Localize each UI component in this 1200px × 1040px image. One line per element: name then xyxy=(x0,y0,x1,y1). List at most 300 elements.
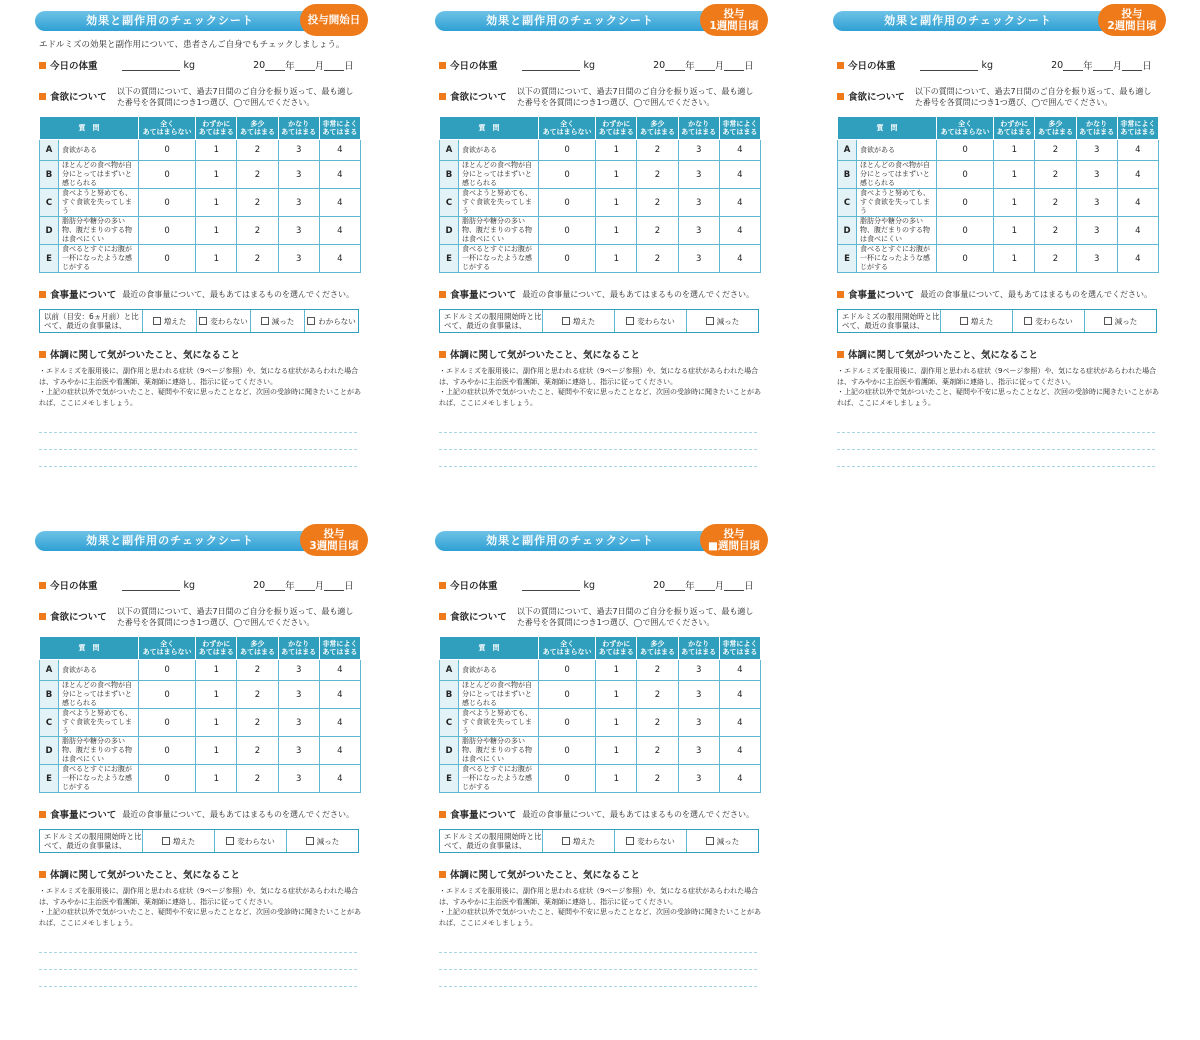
score-option[interactable]: 0 xyxy=(937,140,994,161)
year-field[interactable] xyxy=(1063,60,1083,71)
checkbox-icon[interactable] xyxy=(1104,317,1112,325)
appetite-section xyxy=(39,606,365,628)
food-option-label: 増えた xyxy=(970,316,994,326)
year-prefix: 20 xyxy=(1051,59,1064,71)
score-option[interactable]: 0 xyxy=(139,189,196,217)
score-option[interactable]: 2 xyxy=(237,245,278,273)
question-text: 食欲がある xyxy=(459,140,539,161)
bullet-square-icon xyxy=(439,62,446,69)
table-header: 質 問 xyxy=(40,117,139,140)
score-option[interactable]: 0 xyxy=(139,737,196,765)
question-text: 食べようと努めても、すぐ食欲を失ってしまう xyxy=(459,709,539,737)
score-option[interactable]: 2 xyxy=(637,709,678,737)
checkbox-icon[interactable] xyxy=(1024,317,1032,325)
score-option[interactable]: 2 xyxy=(237,737,278,765)
score-option[interactable]: 1 xyxy=(596,161,637,189)
period-badge: 投与開始日 xyxy=(300,4,368,36)
score-option[interactable]: 3 xyxy=(678,765,719,793)
food-section xyxy=(837,287,1163,301)
score-option[interactable]: 2 xyxy=(1035,189,1076,217)
checkbox-icon[interactable] xyxy=(626,317,634,325)
check-sheet xyxy=(833,8,1163,467)
score-option[interactable]: 2 xyxy=(637,245,678,273)
memo-line[interactable] xyxy=(439,433,757,450)
score-option[interactable]: 0 xyxy=(539,140,596,161)
score-option[interactable]: 3 xyxy=(278,765,319,793)
notes xyxy=(439,366,761,408)
food-option[interactable] xyxy=(143,830,215,852)
score-option[interactable]: 3 xyxy=(278,709,319,737)
checkbox-icon[interactable] xyxy=(307,317,315,325)
year-field[interactable] xyxy=(265,60,285,71)
score-option[interactable]: 4 xyxy=(319,140,360,161)
score-option[interactable]: 3 xyxy=(1076,140,1117,161)
day-label: 日 xyxy=(744,61,754,72)
score-option[interactable]: 1 xyxy=(196,189,237,217)
score-option[interactable]: 4 xyxy=(1117,140,1158,161)
score-option[interactable]: 2 xyxy=(1035,140,1076,161)
score-option[interactable]: 4 xyxy=(719,189,760,217)
day-field[interactable] xyxy=(724,580,744,591)
score-option[interactable]: 0 xyxy=(139,140,196,161)
score-option[interactable]: 2 xyxy=(237,217,278,245)
score-option[interactable]: 4 xyxy=(1117,245,1158,273)
score-option[interactable]: 1 xyxy=(196,140,237,161)
question-id: D xyxy=(440,737,459,765)
intro-text xyxy=(837,38,1163,50)
score-option[interactable]: 2 xyxy=(637,765,678,793)
score-option[interactable]: 1 xyxy=(994,189,1035,217)
score-option[interactable]: 2 xyxy=(637,161,678,189)
score-option[interactable]: 1 xyxy=(196,709,237,737)
checkbox-icon[interactable] xyxy=(162,837,170,845)
memo-line[interactable] xyxy=(837,450,1155,467)
food-option[interactable] xyxy=(143,310,197,332)
food-option[interactable] xyxy=(1085,310,1156,332)
food-amount-box xyxy=(39,829,359,853)
food-option-label: 増えた xyxy=(172,836,196,846)
memo-line[interactable] xyxy=(439,416,757,433)
table-header: かなり あてはまる xyxy=(1076,117,1117,140)
score-option[interactable]: 1 xyxy=(196,245,237,273)
table-header: 多少 あてはまる xyxy=(237,637,278,660)
score-option[interactable]: 4 xyxy=(319,161,360,189)
condition-title: 体調に関して気がついたこと、気になること xyxy=(848,350,1039,361)
score-option[interactable]: 1 xyxy=(596,737,637,765)
score-option[interactable]: 4 xyxy=(719,245,760,273)
food-option-label: 変わらない xyxy=(1035,316,1073,326)
month-field[interactable] xyxy=(295,60,315,71)
score-option[interactable]: 2 xyxy=(637,217,678,245)
score-option[interactable]: 3 xyxy=(278,245,319,273)
question-text: 食べるとすぐにお腹が一杯になったような感じがする xyxy=(459,765,539,793)
table-row xyxy=(440,140,761,161)
question-id: A xyxy=(40,140,59,161)
score-option[interactable]: 1 xyxy=(994,161,1035,189)
table-header: わずかに あてはまる xyxy=(196,637,237,660)
checkbox-icon[interactable] xyxy=(562,317,570,325)
food-option[interactable] xyxy=(543,830,615,852)
memo-line[interactable] xyxy=(39,433,357,450)
score-option[interactable]: 3 xyxy=(1076,245,1117,273)
score-option[interactable]: 3 xyxy=(678,140,719,161)
score-option[interactable]: 4 xyxy=(319,709,360,737)
score-option[interactable]: 3 xyxy=(678,737,719,765)
food-amount-box xyxy=(39,309,359,333)
weight-label: 今日の体重 xyxy=(50,581,98,592)
score-option[interactable]: 1 xyxy=(596,245,637,273)
score-option[interactable]: 3 xyxy=(678,189,719,217)
checkbox-icon[interactable] xyxy=(261,317,269,325)
memo-line[interactable] xyxy=(39,953,357,970)
year-field[interactable] xyxy=(665,580,685,591)
score-option[interactable]: 0 xyxy=(937,245,994,273)
score-option[interactable]: 3 xyxy=(278,161,319,189)
table-header: 多少 あてはまる xyxy=(637,117,678,140)
score-option[interactable]: 2 xyxy=(1035,217,1076,245)
score-option[interactable]: 4 xyxy=(719,660,760,681)
score-option[interactable]: 4 xyxy=(719,709,760,737)
score-option[interactable]: 0 xyxy=(539,189,596,217)
memo-line[interactable] xyxy=(439,970,757,987)
score-option[interactable]: 4 xyxy=(319,189,360,217)
table-header: 多少 あてはまる xyxy=(237,117,278,140)
memo-line[interactable] xyxy=(837,416,1155,433)
intro-text: エドルミズの効果と副作用について、患者さんご自身でもチェックしましょう。 xyxy=(39,40,345,50)
score-option[interactable]: 1 xyxy=(596,709,637,737)
food-description: 最近の食事量について、最もあてはまるものを選んでください。 xyxy=(122,809,354,819)
table-header: 全く あてはまらない xyxy=(139,637,196,660)
score-option[interactable]: 2 xyxy=(237,681,278,709)
score-option[interactable]: 3 xyxy=(1076,217,1117,245)
table-row xyxy=(838,245,1159,273)
score-option[interactable]: 4 xyxy=(319,681,360,709)
bullet-square-icon xyxy=(39,811,46,818)
score-option[interactable]: 4 xyxy=(319,245,360,273)
score-option[interactable]: 1 xyxy=(596,189,637,217)
checkbox-icon[interactable] xyxy=(153,317,161,325)
score-option[interactable]: 4 xyxy=(719,737,760,765)
score-option[interactable]: 1 xyxy=(596,217,637,245)
score-option[interactable]: 4 xyxy=(719,765,760,793)
weight-field[interactable] xyxy=(122,60,180,71)
score-option[interactable]: 2 xyxy=(237,140,278,161)
score-option[interactable]: 2 xyxy=(237,660,278,681)
food-amount-box xyxy=(439,829,759,853)
food-amount-box xyxy=(837,309,1157,333)
score-option[interactable]: 0 xyxy=(937,217,994,245)
appetite-section xyxy=(39,86,365,108)
table-header: わずかに あてはまる xyxy=(596,117,637,140)
table-row xyxy=(40,189,361,217)
question-text: 食欲がある xyxy=(59,660,139,681)
table-row xyxy=(838,161,1159,189)
score-option[interactable]: 0 xyxy=(539,217,596,245)
score-option[interactable]: 2 xyxy=(637,660,678,681)
checkbox-icon[interactable] xyxy=(226,837,234,845)
food-option[interactable] xyxy=(687,830,758,852)
score-option[interactable]: 3 xyxy=(678,245,719,273)
score-option[interactable]: 3 xyxy=(278,189,319,217)
question-id: D xyxy=(440,217,459,245)
memo-line[interactable] xyxy=(39,416,357,433)
year-prefix: 20 xyxy=(653,579,666,591)
score-option[interactable]: 0 xyxy=(139,245,196,273)
check-sheet xyxy=(35,528,365,987)
bullet-square-icon xyxy=(39,351,46,358)
score-option[interactable]: 4 xyxy=(319,660,360,681)
table-row xyxy=(440,737,761,765)
food-option-label: 減った xyxy=(316,836,340,846)
note-item: ・エドルミズを服用後に、副作用と思われる症状（9ページ参照）や、気になる症状があらわれた場合は、すみやかに主治医や看護師、薬剤師に連絡し、指示に従ってください。 xyxy=(837,367,1157,386)
condition-title: 体調に関して気がついたこと、気になること xyxy=(450,350,641,361)
condition-section xyxy=(39,347,365,361)
food-description: 最近の食事量について、最もあてはまるものを選んでください。 xyxy=(522,289,754,299)
score-option[interactable]: 4 xyxy=(719,161,760,189)
memo-line[interactable] xyxy=(837,433,1155,450)
table-header: 全く あてはまらない xyxy=(539,117,596,140)
score-option[interactable]: 1 xyxy=(196,161,237,189)
question-text: 食べるとすぐにお腹が一杯になったような感じがする xyxy=(857,245,937,273)
score-option[interactable]: 1 xyxy=(596,765,637,793)
memo-line[interactable] xyxy=(439,450,757,467)
score-option[interactable]: 2 xyxy=(1035,161,1076,189)
weight-row xyxy=(39,58,365,72)
score-option[interactable]: 4 xyxy=(1117,161,1158,189)
score-option[interactable]: 0 xyxy=(539,245,596,273)
question-id: E xyxy=(440,765,459,793)
month-field[interactable] xyxy=(1093,60,1113,71)
bullet-square-icon xyxy=(439,351,446,358)
appetite-title: 食欲について xyxy=(848,92,905,103)
score-option[interactable]: 0 xyxy=(937,161,994,189)
score-option[interactable]: 0 xyxy=(539,709,596,737)
appetite-table xyxy=(439,636,761,793)
day-field[interactable] xyxy=(724,60,744,71)
score-option[interactable]: 2 xyxy=(237,161,278,189)
score-option[interactable]: 3 xyxy=(278,737,319,765)
score-option[interactable]: 4 xyxy=(319,217,360,245)
checkbox-icon[interactable] xyxy=(306,837,314,845)
score-option[interactable]: 2 xyxy=(637,189,678,217)
score-option[interactable]: 2 xyxy=(237,189,278,217)
food-section xyxy=(39,807,365,821)
table-row xyxy=(440,765,761,793)
notes xyxy=(39,366,361,408)
day-field[interactable] xyxy=(1122,60,1142,71)
question-text: ほとんどの食べ物が自分にとってはまずいと感じられる xyxy=(459,681,539,709)
score-option[interactable]: 1 xyxy=(994,245,1035,273)
score-option[interactable]: 1 xyxy=(196,765,237,793)
table-row xyxy=(40,737,361,765)
day-field[interactable] xyxy=(324,580,344,591)
weight-field[interactable] xyxy=(522,580,580,591)
score-option[interactable]: 4 xyxy=(319,737,360,765)
appetite-description: 以下の質問について、過去7日間のご自分を振り返って、最も適した番号を各質問につき1つ選び、◯で囲んでください。 xyxy=(516,87,754,107)
score-option[interactable]: 0 xyxy=(937,189,994,217)
question-text: 食欲がある xyxy=(459,660,539,681)
month-field[interactable] xyxy=(695,60,715,71)
score-option[interactable]: 0 xyxy=(139,709,196,737)
bullet-square-icon xyxy=(837,351,844,358)
score-option[interactable]: 1 xyxy=(994,140,1035,161)
note-item: ・エドルミズを服用後に、副作用と思われる症状（9ページ参照）や、気になる症状があらわれた場合は、すみやかに主治医や看護師、薬剤師に連絡し、指示に従ってください。 xyxy=(439,887,759,906)
food-option[interactable] xyxy=(615,830,687,852)
score-option[interactable]: 3 xyxy=(678,681,719,709)
food-option[interactable] xyxy=(215,830,287,852)
month-label: 月 xyxy=(714,61,725,72)
food-option[interactable] xyxy=(305,310,358,332)
score-option[interactable]: 2 xyxy=(637,681,678,709)
score-option[interactable]: 4 xyxy=(1117,217,1158,245)
score-option[interactable]: 3 xyxy=(1076,161,1117,189)
score-option[interactable]: 3 xyxy=(678,217,719,245)
score-option[interactable]: 0 xyxy=(139,660,196,681)
score-option[interactable]: 3 xyxy=(278,217,319,245)
food-option-label: 変わらない xyxy=(210,316,248,326)
appetite-section xyxy=(439,86,765,108)
food-option[interactable] xyxy=(251,310,305,332)
year-field[interactable] xyxy=(265,580,285,591)
checkbox-icon[interactable] xyxy=(706,317,714,325)
food-question-label: エドルミズの服用開始時と比べて、最近の食事量は、 xyxy=(40,830,143,852)
score-option[interactable]: 1 xyxy=(196,217,237,245)
score-option[interactable]: 3 xyxy=(278,681,319,709)
score-option[interactable]: 4 xyxy=(1117,189,1158,217)
note-item: ・エドルミズを服用後に、副作用と思われる症状（9ページ参照）や、気になる症状があらわれた場合は、すみやかに主治医や看護師、薬剤師に連絡し、指示に従ってください。 xyxy=(39,367,359,386)
food-option[interactable] xyxy=(615,310,687,332)
score-option[interactable]: 0 xyxy=(139,681,196,709)
score-option[interactable]: 1 xyxy=(596,681,637,709)
note-item: ・上記の症状以外で気がついたこと、疑問や不安に思ったことなど、次回の受診時に聞きたいことがあれば、ここにメモしましょう。 xyxy=(439,908,761,927)
kg-unit: kg xyxy=(183,59,196,71)
question-text: 食欲がある xyxy=(59,140,139,161)
score-option[interactable]: 4 xyxy=(719,140,760,161)
weight-label: 今日の体重 xyxy=(450,581,498,592)
condition-section xyxy=(439,347,765,361)
score-option[interactable]: 3 xyxy=(678,161,719,189)
memo-line[interactable] xyxy=(439,953,757,970)
checkbox-icon[interactable] xyxy=(562,837,570,845)
score-option[interactable]: 0 xyxy=(139,217,196,245)
table-header: 全く あてはまらない xyxy=(139,117,196,140)
sheet-title: 効果と副作用のチェックシート xyxy=(435,531,735,551)
question-id: D xyxy=(40,217,59,245)
score-option[interactable]: 3 xyxy=(678,660,719,681)
score-option[interactable]: 3 xyxy=(278,140,319,161)
score-option[interactable]: 4 xyxy=(719,217,760,245)
score-option[interactable]: 2 xyxy=(637,737,678,765)
bullet-square-icon xyxy=(439,582,446,589)
appetite-table xyxy=(439,116,761,273)
score-option[interactable]: 1 xyxy=(596,140,637,161)
score-option[interactable]: 4 xyxy=(319,765,360,793)
score-option[interactable]: 1 xyxy=(196,660,237,681)
condition-title: 体調に関して気がついたこと、気になること xyxy=(50,870,241,881)
month-label: 月 xyxy=(314,581,325,592)
score-option[interactable]: 0 xyxy=(539,161,596,189)
question-id: D xyxy=(40,737,59,765)
checkbox-icon[interactable] xyxy=(960,317,968,325)
score-option[interactable]: 3 xyxy=(278,660,319,681)
question-text: 食べようと努めても、すぐ食欲を失ってしまう xyxy=(857,189,937,217)
memo-line[interactable] xyxy=(439,936,757,953)
score-option[interactable]: 2 xyxy=(1035,245,1076,273)
food-option[interactable] xyxy=(1013,310,1085,332)
food-option[interactable] xyxy=(197,310,251,332)
table-header: わずかに あてはまる xyxy=(196,117,237,140)
food-option[interactable] xyxy=(687,310,758,332)
score-option[interactable]: 0 xyxy=(539,681,596,709)
bullet-square-icon xyxy=(837,291,844,298)
score-option[interactable]: 0 xyxy=(139,765,196,793)
table-row xyxy=(838,189,1159,217)
score-option[interactable]: 1 xyxy=(196,737,237,765)
score-option[interactable]: 1 xyxy=(196,681,237,709)
checkbox-icon[interactable] xyxy=(626,837,634,845)
food-option[interactable] xyxy=(941,310,1013,332)
question-id: C xyxy=(40,189,59,217)
day-field[interactable] xyxy=(324,60,344,71)
day-label: 日 xyxy=(1142,61,1152,72)
memo-line[interactable] xyxy=(39,970,357,987)
score-option[interactable]: 3 xyxy=(678,709,719,737)
score-option[interactable]: 4 xyxy=(719,681,760,709)
score-option[interactable]: 2 xyxy=(237,765,278,793)
score-option[interactable]: 3 xyxy=(1076,189,1117,217)
check-sheet xyxy=(435,528,765,987)
month-field[interactable] xyxy=(695,580,715,591)
food-question-label: 以前（目安：6ヵ月前）と比べて、最近の食事量は、 xyxy=(40,310,143,332)
checkbox-icon[interactable] xyxy=(706,837,714,845)
year-field[interactable] xyxy=(665,60,685,71)
note-item: ・上記の症状以外で気がついたこと、疑問や不安に思ったことなど、次回の受診時に聞きたいことがあれば、ここにメモしましょう。 xyxy=(39,908,361,927)
table-row xyxy=(440,161,761,189)
score-option[interactable]: 2 xyxy=(237,709,278,737)
question-text: 脂肪分や糖分の多い物、腹だまりのする物は食べにくい xyxy=(59,217,139,245)
appetite-section xyxy=(837,86,1163,108)
food-option[interactable] xyxy=(543,310,615,332)
question-id: E xyxy=(440,245,459,273)
weight-field[interactable] xyxy=(522,60,580,71)
condition-title: 体調に関して気がついたこと、気になること xyxy=(50,350,241,361)
checkbox-icon[interactable] xyxy=(199,317,207,325)
score-option[interactable]: 1 xyxy=(596,660,637,681)
table-header: 非常によく あてはまる xyxy=(319,117,360,140)
month-field[interactable] xyxy=(295,580,315,591)
memo-line[interactable] xyxy=(39,450,357,467)
notes xyxy=(837,366,1159,408)
bullet-square-icon xyxy=(39,871,46,878)
score-option[interactable]: 1 xyxy=(994,217,1035,245)
weight-field[interactable] xyxy=(920,60,978,71)
table-header: 質 問 xyxy=(440,637,539,660)
score-option[interactable]: 0 xyxy=(539,737,596,765)
bullet-square-icon xyxy=(39,582,46,589)
score-option[interactable]: 2 xyxy=(637,140,678,161)
question-text: 脂肪分や糖分の多い物、腹だまりのする物は食べにくい xyxy=(459,737,539,765)
question-id: A xyxy=(838,140,857,161)
score-option[interactable]: 0 xyxy=(539,765,596,793)
question-text: ほとんどの食べ物が自分にとってはまずいと感じられる xyxy=(857,161,937,189)
score-option[interactable]: 0 xyxy=(139,161,196,189)
table-header: 多少 あてはまる xyxy=(637,637,678,660)
food-option[interactable] xyxy=(287,830,358,852)
memo-line[interactable] xyxy=(39,936,357,953)
condition-title: 体調に関して気がついたこと、気になること xyxy=(450,870,641,881)
score-option[interactable]: 0 xyxy=(539,660,596,681)
weight-field[interactable] xyxy=(122,580,180,591)
